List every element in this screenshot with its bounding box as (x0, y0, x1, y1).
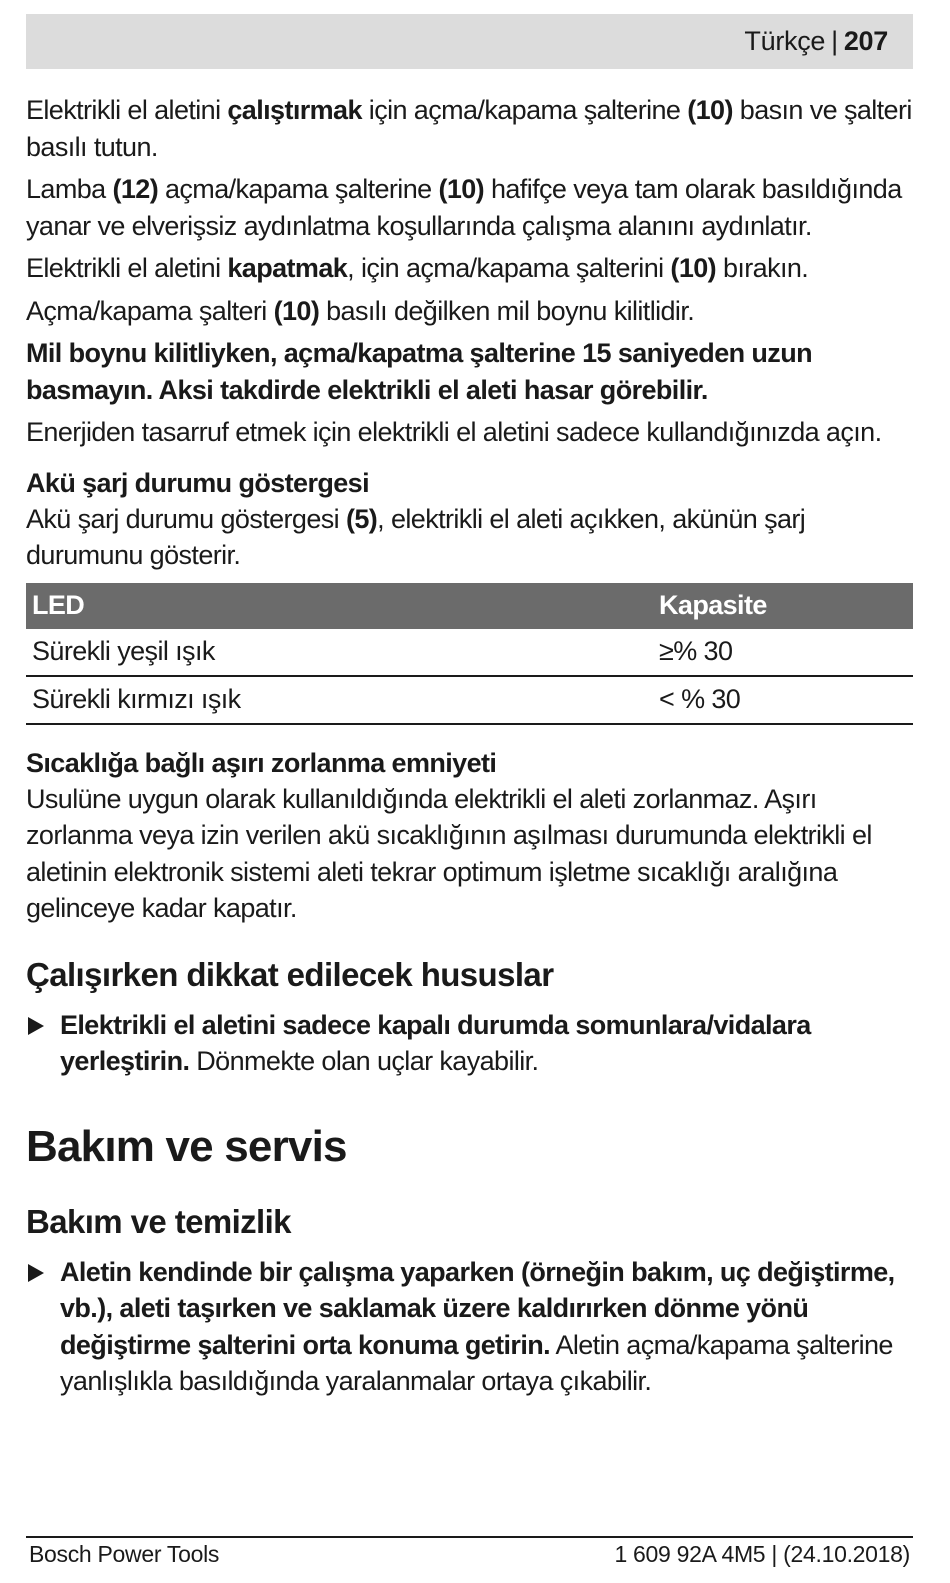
text-run: Elektrikli el aletini (26, 253, 228, 283)
table-cell: < % 30 (653, 676, 913, 724)
ref-number: (10) (670, 253, 717, 283)
text-run: Akü şarj durumu göstergesi (26, 503, 346, 534)
ref-number: (10) (687, 95, 733, 125)
text-run: , elektrikli el aleti açıkken, akünün şarj durumunu gösterir. (26, 503, 806, 570)
led-table (26, 583, 913, 725)
maintenance-heading: Bakım ve servis (26, 1121, 347, 1171)
paragraph-switch-off (26, 250, 913, 287)
text-run: Elektrikli el aletini (26, 95, 228, 125)
text-run: Aletin açma/kapama şalterine yanlışlıkla basıldığında yaralanmalar ortaya çıkabilir. (60, 1329, 893, 1396)
footer-divider (26, 1536, 913, 1538)
table-row (26, 629, 913, 676)
paragraph-spindle-lock (26, 293, 913, 330)
ref-number: (10) (438, 174, 485, 204)
ref-number: (10) (273, 295, 320, 326)
header-separator: | (831, 26, 838, 56)
table-row (26, 676, 913, 724)
bullet-item-working (26, 1007, 913, 1080)
temperature-section-heading: Sıcaklığa bağlı aşırı zorlanma emniyeti (26, 747, 497, 778)
paragraph-energy-saving: Enerjiden tasarruf etmek için elektrikli el aletini sadece kullandığınızda açın. (26, 417, 882, 447)
bold-run: Elektrikli el aletini sadece kapalı durumda somunlara/vidalara yerleştirin. (60, 1009, 811, 1076)
ref-number: (12) (112, 174, 159, 204)
text-run: Lamba (26, 174, 113, 204)
header-led: LED (26, 583, 653, 629)
text-run: , için açma/kapama şalterini (347, 253, 671, 283)
text-run: Dönmekte olan uçlar kayabilir. (189, 1046, 539, 1076)
text-run: hafifçe veya tam olarak basıldığında yanar ve elverişsiz aydınlatma koşullarında çalışma alanını aydınlatır. (26, 174, 902, 241)
text-run: basılı değilken mil boynu kilitlidir. (319, 295, 695, 326)
bold-run: çalıştırmak (227, 95, 362, 125)
bullet-triangle-icon (28, 1017, 44, 1035)
bullet-triangle-icon (28, 1264, 44, 1282)
page-header (26, 14, 913, 69)
table-cell: Sürekli kırmızı ışık (26, 676, 653, 724)
warning-paragraph: Mil boynu kilitliyken, açma/kapatma şalterine 15 saniyeden uzun basmayın. Aksi takdirde elektrikli el aleti hasar görebilir. (26, 338, 812, 405)
ref-number: (5) (345, 503, 378, 534)
text-run: için açma/kapama şalterine (361, 95, 688, 125)
text-run: bırakın. (716, 253, 809, 283)
header-language: Türkçe (744, 26, 826, 56)
bold-run: Aletin kendinde bir çalışma yaparken (örneğin bakım, uç değiştirme, vb.), aleti taşırken ve saklamak üzere kaldırırken dönme yönü değiştirme şalterini orta konuma getirin. (60, 1256, 895, 1360)
page-number: 207 (843, 26, 888, 56)
bold-run: kapatmak (227, 253, 348, 283)
paragraph-temperature: Usulüne uygun olarak kullanıldığında elektrikli el aleti zorlanmaz. Aşırı zorlanma veya izin verilen akü sıcaklığının aşılması durumunda elektrikli el aletinin elektronik sistemi aleti tekrar optimum işletme sıcaklığı aralığına gelinceye kadar kapatır. (26, 783, 872, 923)
header-text (744, 26, 888, 57)
footer-brand: Bosch Power Tools (29, 1541, 220, 1567)
battery-section-heading: Akü şarj durumu göstergesi (26, 467, 369, 498)
table-cell: ≥% 30 (653, 629, 913, 676)
table-cell: Sürekli yeşil ışık (26, 629, 653, 676)
text-run: Açma/kapama şalteri (26, 295, 274, 326)
working-tips-heading: Çalışırken dikkat edilecek hususlar (26, 955, 554, 993)
table-header-row (26, 583, 913, 629)
header-capacity: Kapasite (653, 583, 913, 629)
bullet-item-maintenance (26, 1254, 913, 1400)
cleaning-heading: Bakım ve temizlik (26, 1202, 291, 1240)
text-run: basın ve şalteri basılı tutun. (26, 95, 912, 162)
text-run: açma/kapama şalterine (158, 174, 439, 204)
page-content (26, 92, 913, 1400)
paragraph-battery (26, 501, 913, 574)
paragraph-lamp (26, 171, 913, 244)
paragraph-switch-on (26, 92, 913, 165)
footer-doc-number: 1 609 92A 4M5 | (24.10.2018) (614, 1541, 910, 1567)
